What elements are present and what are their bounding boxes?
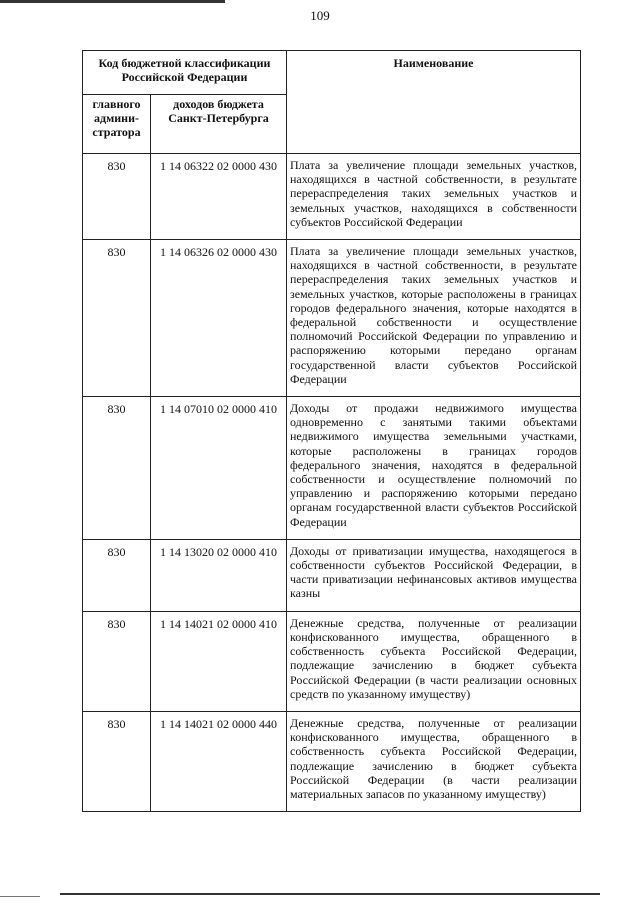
admin-code-cell: 830 bbox=[83, 539, 151, 611]
header-name: Наименование bbox=[287, 51, 581, 154]
admin-code-cell: 830 bbox=[83, 711, 151, 811]
name-cell: Денежные средства, полученные от реализации конфискованного имущества, обращенного в собственность субъекта Российской Федерации, подлежащие зачислению в бюджет субъекта Российской Федерации (в части реализации основных средств по указанному имуществу) bbox=[287, 611, 581, 711]
admin-code-cell: 830 bbox=[83, 154, 151, 240]
admin-code-cell: 830 bbox=[83, 611, 151, 711]
revenue-code-cell: 1 14 13020 02 0000 410 bbox=[151, 539, 287, 611]
table-row bbox=[83, 240, 581, 397]
table-row bbox=[83, 154, 581, 240]
table-row bbox=[83, 539, 581, 611]
table-row bbox=[83, 397, 581, 540]
admin-code-cell: 830 bbox=[83, 397, 151, 540]
name-cell: Доходы от приватизации имущества, находящегося в собственности субъектов Российской Федерации, в части приватизации нефинансовых активов имущества казны bbox=[287, 539, 581, 611]
revenue-code-cell: 1 14 06322 02 0000 430 bbox=[151, 154, 287, 240]
admin-code-cell: 830 bbox=[83, 240, 151, 397]
scan-edge-mark bbox=[0, 0, 225, 3]
name-cell: Плата за увеличение площади земельных участков, находящихся в частной собственности, в результате перераспределения таких земельных участков и земельных участков, которые расположены в границах городов федерального значения, которые находятся в федеральной собственности и осуществление полномочий Российской Федерации по управлению и распоряжению которыми передано органам государственной власти субъектов Российской Федерации bbox=[287, 240, 581, 397]
budget-classification-table bbox=[82, 50, 581, 812]
table-row bbox=[83, 711, 581, 811]
scan-edge-line bbox=[0, 896, 40, 897]
revenue-code-cell: 1 14 06326 02 0000 430 bbox=[151, 240, 287, 397]
page-number: 109 bbox=[310, 8, 330, 23]
bottom-rule bbox=[60, 893, 600, 895]
revenue-code-cell: 1 14 07010 02 0000 410 bbox=[151, 397, 287, 540]
table-row bbox=[83, 611, 581, 711]
revenue-code-cell: 1 14 14021 02 0000 410 bbox=[151, 611, 287, 711]
header-code-group: Код бюджетной классификации Российской Федерации bbox=[83, 51, 287, 95]
revenue-code-cell: 1 14 14021 02 0000 440 bbox=[151, 711, 287, 811]
name-cell: Доходы от продажи недвижимого имущества одновременно с занятыми такими объектами недвижимого имущества земельными участками, которые расположены в границах городов федерального значения, находятся в федеральной собственности и осуществление полномочий по управлению и распоряжению которыми передано органам государственной власти субъектов Российской Федерации bbox=[287, 397, 581, 540]
header-admin: главного админи-стратора bbox=[83, 95, 151, 154]
table-header-row bbox=[83, 51, 581, 95]
name-cell: Плата за увеличение площади земельных участков, находящихся в частной собственности, в результате перераспределения таких земельных участков и земельных участков, находящихся в собственности субъектов Российской Федерации bbox=[287, 154, 581, 240]
header-revenue: доходов бюджета Санкт-Петербурга bbox=[151, 95, 287, 154]
name-cell: Денежные средства, полученные от реализации конфискованного имущества, обращенного в собственность субъекта Российской Федерации, подлежащие зачислению в бюджет субъекта Российской Федерации (в части реализации материальных запасов по указанному имуществу) bbox=[287, 711, 581, 811]
